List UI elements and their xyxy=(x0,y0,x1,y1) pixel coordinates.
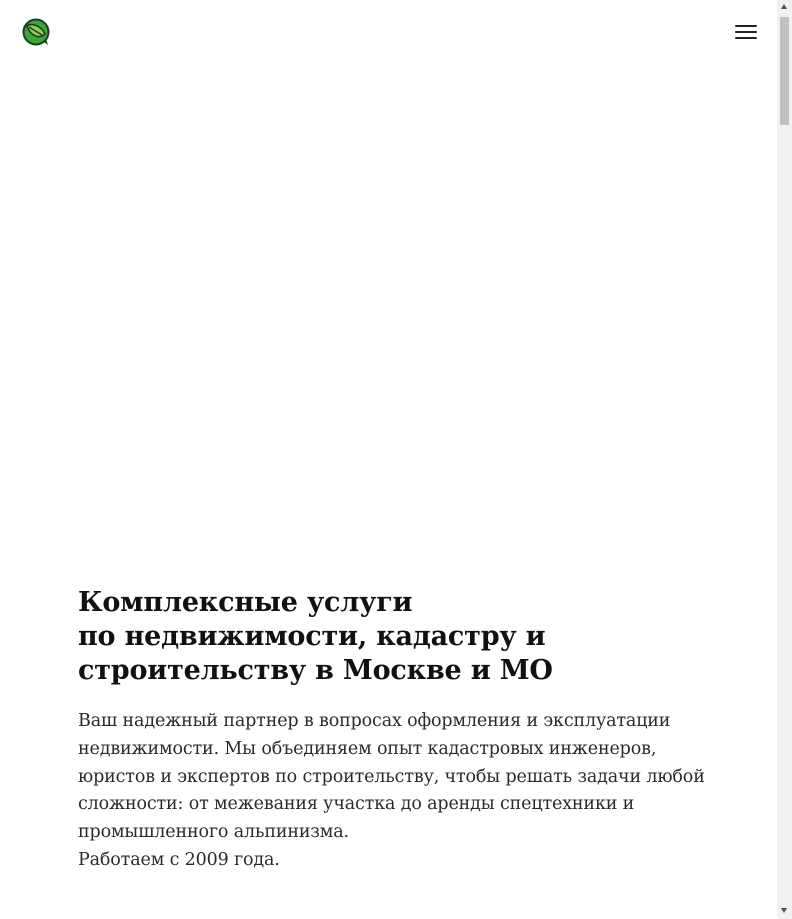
hamburger-menu-icon-bar xyxy=(735,31,757,33)
hamburger-menu-icon-bar xyxy=(735,37,757,39)
scroll-down-arrow-icon[interactable] xyxy=(781,908,787,913)
hero-description-line: Ваш надежный партнер в вопросах оформления и эксплуатации xyxy=(78,711,671,731)
menu-button[interactable] xyxy=(730,20,762,44)
hero-description-line: недвижимости. Мы объединяем опыт кадастровых инженеров, xyxy=(78,738,657,759)
hero-title-line: Комплексные услуги xyxy=(78,587,413,618)
hero-description-line: юристов и экспертов по строительству, чтобы решать задачи любой xyxy=(78,766,705,787)
hero-description xyxy=(78,708,705,875)
site-header xyxy=(0,0,777,64)
hero-title xyxy=(78,586,718,688)
hero-description-line: промышленного альпинизма. xyxy=(78,822,349,843)
hero-founded-line: Работаем с 2009 года. xyxy=(78,849,280,870)
scroll-up-arrow-icon[interactable] xyxy=(781,4,787,9)
hamburger-menu-icon xyxy=(735,25,757,27)
hero-title-line: по недвижимости, кадастру и xyxy=(78,621,546,652)
vertical-scrollbar[interactable] xyxy=(777,0,792,919)
scrollbar-thumb[interactable] xyxy=(780,17,789,125)
leaf-logo-icon xyxy=(21,17,51,47)
hero-title-line: строительству в Москве и МО xyxy=(78,655,553,686)
site-logo[interactable] xyxy=(21,17,51,47)
hero-description-line: сложности: от межевания участка до аренды спецтехники и xyxy=(78,794,635,815)
hero-section xyxy=(78,586,718,875)
